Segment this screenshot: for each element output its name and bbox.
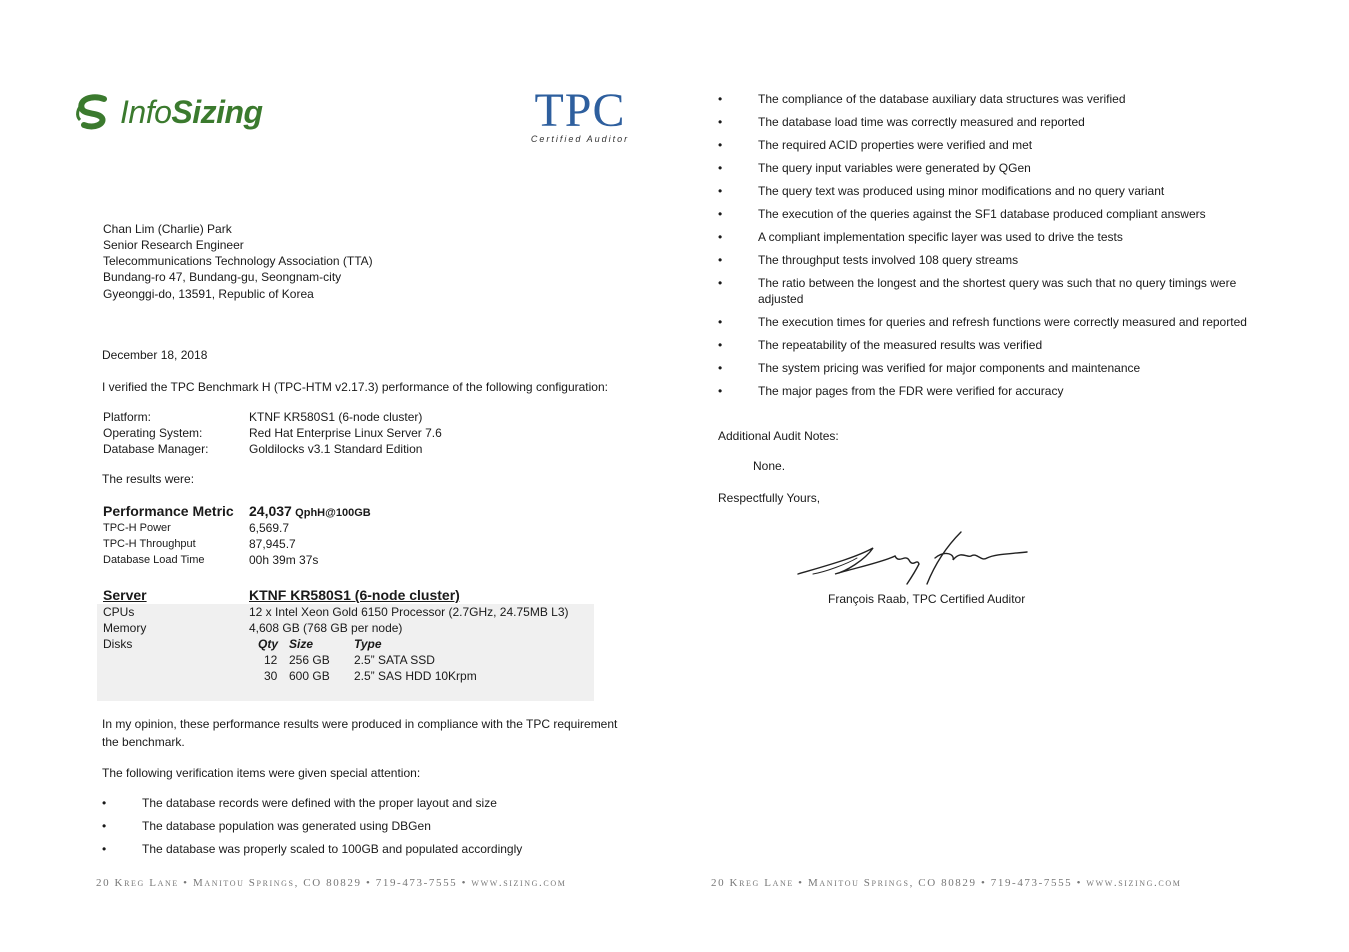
letter-date: December 18, 2018 xyxy=(102,348,208,362)
config-value: Red Hat Enterprise Linux Server 7.6 xyxy=(249,426,442,440)
recipient-line: Bundang-ro 47, Bundang-gu, Seongnam-city xyxy=(103,270,342,284)
disk-size: 600 GB xyxy=(289,669,330,683)
disk-header-type: Type xyxy=(354,637,382,651)
server-row-value: 4,608 GB (768 GB per node) xyxy=(249,621,403,635)
signature-image xyxy=(795,528,1030,592)
server-row-value: 12 x Intel Xeon Gold 6150 Processor (2.7GHz, 24.75MB L3) xyxy=(249,605,569,619)
additional-notes-value: None. xyxy=(753,459,786,473)
config-label: Operating System: xyxy=(103,426,203,440)
bullet-icon: • xyxy=(718,276,723,290)
bullet-icon: • xyxy=(718,138,723,152)
config-value: Goldilocks v3.1 Standard Edition xyxy=(249,442,423,456)
performance-row-label: TPC-H Throughput xyxy=(103,538,196,550)
config-value: KTNF KR580S1 (6-node cluster) xyxy=(249,410,423,424)
closing-text: Respectfully Yours, xyxy=(718,491,821,505)
bullet-icon: • xyxy=(718,253,723,267)
server-value: KTNF KR580S1 (6-node cluster) xyxy=(249,587,460,603)
footer-address-left: 20 Kreg Lane • Manitou Springs, CO 80829 • 719-473-7555 • www.sizing.com xyxy=(96,877,567,889)
additional-notes-label: Additional Audit Notes: xyxy=(718,429,839,443)
bullet-icon: • xyxy=(718,92,723,106)
disk-qty: 12 xyxy=(264,653,278,667)
bullet-icon: • xyxy=(718,184,723,198)
tpc-logo xyxy=(528,84,632,144)
bullet-icon: • xyxy=(718,384,723,398)
infosizing-swirl-icon xyxy=(74,94,116,130)
disk-type: 2.5” SATA SSD xyxy=(354,653,435,667)
intro-text: I verified the TPC Benchmark H (TPC-HTM v2.17.3) performance of the following configuration: xyxy=(102,380,608,394)
config-label: Database Manager: xyxy=(103,442,209,456)
bullet-icon: • xyxy=(718,115,723,129)
performance-metric-label: Performance Metric xyxy=(103,503,234,519)
footer-address-right: 20 Kreg Lane • Manitou Springs, CO 80829 • 719-473-7555 • www.sizing.com xyxy=(711,877,1182,889)
disk-qty: 30 xyxy=(264,669,278,683)
disk-type: 2.5” SAS HDD 10Krpm xyxy=(354,669,477,683)
infosizing-wordmark: InfoSizing xyxy=(120,93,263,130)
bullet-icon: • xyxy=(718,207,723,221)
bullet-icon: • xyxy=(718,338,723,352)
results-intro: The results were: xyxy=(102,472,195,486)
bullet-icon: • xyxy=(102,819,107,833)
disk-header-size: Size xyxy=(289,637,314,651)
recipient-line: Gyeonggi-do, 13591, Republic of Korea xyxy=(103,287,314,301)
bullet-icon: • xyxy=(102,796,107,810)
performance-row-value: 00h 39m 37s xyxy=(249,553,319,567)
verification-intro: The following verification items were given special attention: xyxy=(102,766,421,780)
infosizing-logo xyxy=(74,92,263,132)
performance-metric-value: 24,037 QphH@100GB xyxy=(249,503,371,519)
disk-header-qty: Qty xyxy=(258,637,279,651)
bullet-icon: • xyxy=(102,842,107,856)
performance-row-value: 87,945.7 xyxy=(249,537,296,551)
bullet-icon: • xyxy=(718,361,723,375)
signatory-name: François Raab, TPC Certified Auditor xyxy=(828,592,1026,606)
server-row-label: CPUs xyxy=(103,605,135,619)
bullet-icon: • xyxy=(718,230,723,244)
bullet-icon: • xyxy=(718,161,723,175)
performance-row-label: Database Load Time xyxy=(103,554,205,566)
recipient-line: Telecommunications Technology Association (TTA) xyxy=(103,254,373,268)
bullet-icon: • xyxy=(718,315,723,329)
server-row-label: Memory xyxy=(103,621,147,635)
disk-size: 256 GB xyxy=(289,653,330,667)
tpc-wordmark: TPC xyxy=(534,84,626,137)
tpc-certified-auditor: Certified Auditor xyxy=(530,134,630,144)
config-label: Platform: xyxy=(103,410,152,424)
recipient-line: Senior Research Engineer xyxy=(103,238,244,252)
opinion-text: the benchmark. xyxy=(102,735,185,749)
opinion-text: In my opinion, these performance results were produced in compliance with the TPC requirement xyxy=(102,717,618,731)
performance-row-label: TPC-H Power xyxy=(103,522,171,534)
recipient-line: Chan Lim (Charlie) Park xyxy=(103,222,232,236)
server-label: Server xyxy=(103,587,147,603)
server-row-label: Disks xyxy=(103,637,133,651)
performance-row-value: 6,569.7 xyxy=(249,521,290,535)
